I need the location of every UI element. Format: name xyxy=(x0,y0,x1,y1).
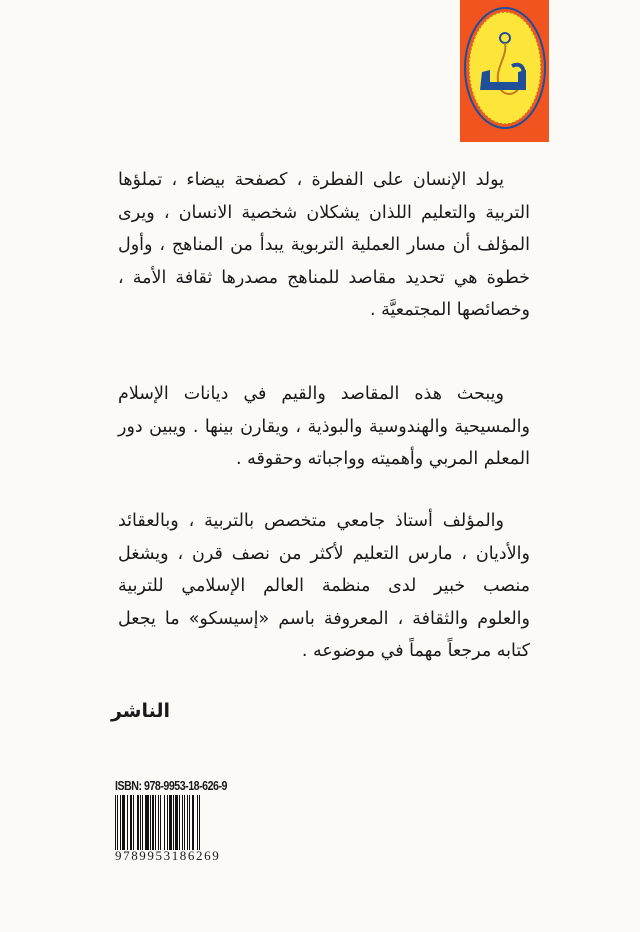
text-line: والمسيحية والهندوسية والبوذية ، ويقارن بينها . ويبين دور xyxy=(118,416,530,437)
isbn-barcode xyxy=(115,778,240,864)
text-line: وخصائصها المجتمعيَّة . xyxy=(369,300,530,320)
text-line: منصب خبير لدى منظمة العالم الإسلامي للتربية xyxy=(118,576,530,596)
text-line: المؤلف أن مسار العملية التربوية يبدأ من المناهج ، وأول xyxy=(118,235,530,255)
publisher-emblem-icon xyxy=(460,0,549,142)
text-line: ويبحث هذه المقاصد والقيم في ديانات الإسلام xyxy=(118,384,504,404)
barcode-digits: 9789953186269 xyxy=(115,848,221,863)
description-paragraph-2 xyxy=(118,378,530,476)
text-line: خطوة هي تحديد مقاصد للمناهج مصدرها ثقافة الأمة ، xyxy=(118,267,530,288)
barcode-bars xyxy=(115,795,240,850)
barcode-bar xyxy=(199,795,200,850)
author-paragraph xyxy=(118,505,530,668)
publisher-label: الناشر xyxy=(110,700,170,722)
text-line: والمؤلف أستاذ جامعي متخصص بالتربية ، وبالعقائد xyxy=(118,511,504,531)
text-line: المعلم المربي وأهميته وواجباته وحقوقه . xyxy=(236,449,530,469)
text-line: والعلوم والثقافة ، المعروفة باسم «إسيسكو» ما يجعل xyxy=(118,608,530,629)
isbn-label: ISBN: 978-9953-18-626-9 xyxy=(115,778,227,793)
text-line: والأديان ، مارس التعليم لأكثر من نصف قرن ، ويشغل xyxy=(118,543,530,564)
text-line: كتابه مرجعاً مهماً في موضوعه . xyxy=(301,641,530,661)
text-line: التربية والتعليم اللذان يشكلان شخصية الانسان ، ويرى xyxy=(118,202,530,223)
text-line: يولد الإنسان على الفطرة ، كصفحة بيضاء ، تملؤها xyxy=(118,170,504,190)
description-paragraph-1 xyxy=(118,164,530,327)
publisher-logo xyxy=(460,0,549,142)
